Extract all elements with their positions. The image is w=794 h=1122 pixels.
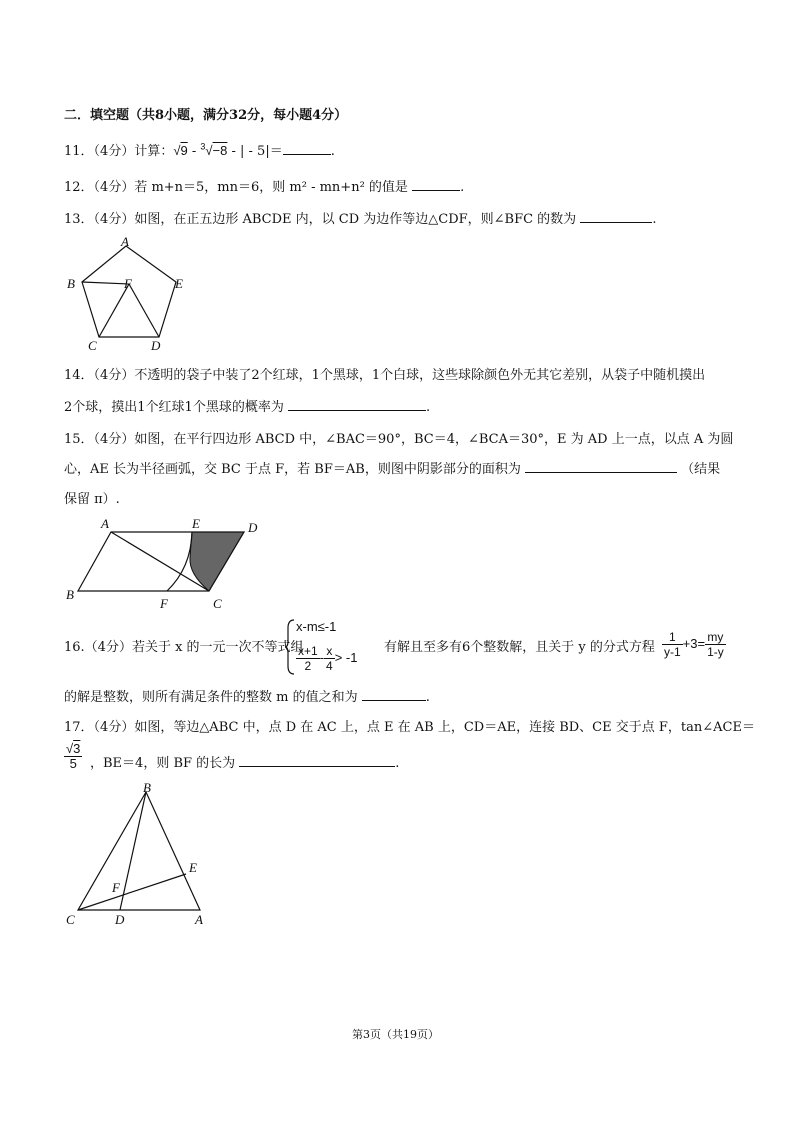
question-16-line2: 的解是整数，则所有满足条件的整数 m 的值之和为 . <box>64 690 430 705</box>
label-15-A: A <box>101 516 109 531</box>
label-A: A <box>121 234 129 249</box>
answer-blank-12[interactable] <box>412 178 460 191</box>
label-15-C: C <box>213 596 222 611</box>
answer-blank-15[interactable] <box>525 460 677 473</box>
pentagon-figure <box>64 232 194 352</box>
parallelogram-figure <box>64 518 264 608</box>
inequality-2: $\frac{x+1}{2}$ - $\frac{x}{4}$ > -1 <box>298 644 358 673</box>
label-17-D: D <box>115 912 125 927</box>
answer-blank-14[interactable] <box>288 398 426 411</box>
cube-root-neg8: $^3$√−8 <box>200 141 228 158</box>
label-15-B: B <box>66 587 74 602</box>
q11-rest: - | - 5|＝ <box>227 144 283 159</box>
sqrt-9: √9 <box>173 143 188 158</box>
tan-value-fraction: $\frac{√3}{5}$ <box>66 741 81 771</box>
question-14-line1: 14．（4分）不透明的袋子中装了2个红球，1个黑球，1个白球，这些球除颜色外无其它差别，从袋子中随机摸出 <box>64 368 706 383</box>
question-17-line2: ，BE＝4，则 BF 的长为 . <box>90 756 400 771</box>
label-15-F: F <box>160 596 168 611</box>
label-17-A: A <box>195 912 203 927</box>
label-17-F: F <box>112 880 120 895</box>
fractional-equation: $\frac{1}{y-1}$ +3= $\frac{my}{1-y}$ <box>664 630 724 659</box>
answer-blank-17[interactable] <box>239 754 395 767</box>
label-17-C: C <box>66 912 75 927</box>
question-15-line2: 心，AE 长为半径画弧，交 BC 于点 F，若 BF＝AB，则图中阴影部分的面积为 （结果 <box>64 462 721 477</box>
label-D: D <box>151 338 161 353</box>
label-E: E <box>175 276 183 291</box>
answer-blank-11[interactable] <box>283 142 331 155</box>
label-17-B: B <box>143 780 151 795</box>
label-B: B <box>67 276 75 291</box>
page-footer: 第3页（共19页） <box>352 1028 439 1041</box>
question-15-line3: 保留 π）. <box>64 492 120 507</box>
question-16-prefix: 16.（4分）若关于 x 的一元一次不等式组 <box>64 640 304 655</box>
question-17-line1: 17．（4分）如图，等边△ABC 中，点 D 在 AC 上，点 E 在 AB 上，CD＝AE，连接 BD、CE 交于点 F，tan∠ACE＝ <box>64 720 755 735</box>
question-13: 13．（4分）如图，在正五边形 ABCDE 内，以 CD 为边作等边△CDF，则∠BFC 的数为 . <box>64 212 657 227</box>
question-14-line2: 2个球，摸出1个红球1个黑球的概率为 . <box>64 400 431 415</box>
question-16-middle: 有解且至多有6个整数解，且关于 y 的分式方程 <box>384 640 655 655</box>
label-17-E: E <box>189 860 197 875</box>
question-11: 11．（4分）计算：√9 - $^3$√−8 - | - 5|＝ . <box>64 141 335 159</box>
question-15-line1: 15．（4分）如图，在平行四边形 ABCD 中，∠BAC＝90°，BC＝4，∠BCA＝30°，E 为 AD 上一点，以点 A 为圆 <box>64 432 734 447</box>
q11-label: 11．（4分）计算： <box>64 144 174 159</box>
label-15-E: E <box>192 516 200 531</box>
label-15-D: D <box>248 520 258 535</box>
section-title: 二．填空题（共8小题，满分32分，每小题4分） <box>64 108 348 123</box>
answer-blank-13[interactable] <box>580 210 652 223</box>
system-brace <box>284 618 296 676</box>
inequality-1: x-m≤-1 <box>296 619 337 634</box>
label-F: F <box>124 276 132 291</box>
triangle-figure <box>64 780 224 930</box>
answer-blank-16[interactable] <box>362 688 426 701</box>
label-C: C <box>88 338 97 353</box>
question-12: 12．（4分）若 m+n＝5，mn＝6，则 m² - mn+n² 的值是 . <box>64 180 465 195</box>
